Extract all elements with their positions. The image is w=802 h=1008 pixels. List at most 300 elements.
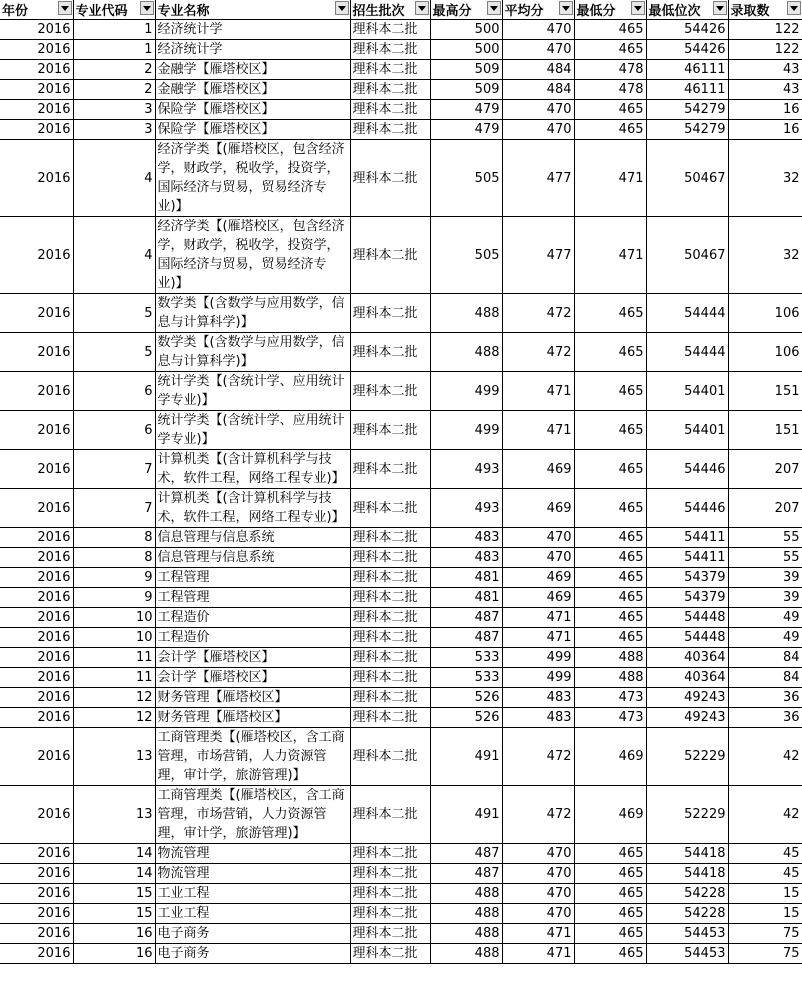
cell-major-name[interactable]: 工业工程 [155, 904, 350, 924]
cell-admitted-count[interactable]: 122 [728, 20, 802, 40]
cell-batch[interactable]: 理科本二批 [350, 60, 430, 80]
cell-min-score[interactable]: 478 [574, 60, 646, 80]
cell-admitted-count[interactable]: 49 [728, 628, 802, 648]
cell-batch[interactable]: 理科本二批 [350, 217, 430, 294]
cell-year[interactable]: 2016 [0, 140, 73, 217]
cell-year[interactable]: 2016 [0, 688, 73, 708]
cell-min-rank[interactable]: 54448 [646, 608, 728, 628]
cell-min-rank[interactable]: 54448 [646, 628, 728, 648]
filter-dropdown-icon[interactable] [559, 1, 573, 15]
cell-min-score[interactable]: 465 [574, 333, 646, 372]
cell-major-name[interactable]: 会计学【雁塔校区】 [155, 648, 350, 668]
cell-year[interactable]: 2016 [0, 333, 73, 372]
cell-admitted-count[interactable]: 16 [728, 100, 802, 120]
cell-code[interactable]: 1 [73, 40, 155, 60]
cell-year[interactable]: 2016 [0, 668, 73, 688]
cell-max-score[interactable]: 481 [430, 568, 502, 588]
cell-min-rank[interactable]: 52229 [646, 728, 728, 786]
cell-code[interactable]: 15 [73, 904, 155, 924]
cell-major-name[interactable]: 经济统计学 [155, 40, 350, 60]
cell-admitted-count[interactable]: 39 [728, 588, 802, 608]
column-header-year[interactable] [0, 0, 73, 20]
cell-code[interactable]: 9 [73, 568, 155, 588]
cell-avg-score[interactable]: 470 [502, 904, 574, 924]
cell-code[interactable]: 10 [73, 608, 155, 628]
cell-min-score[interactable]: 488 [574, 648, 646, 668]
column-header-batch[interactable] [350, 0, 430, 20]
cell-code[interactable]: 14 [73, 844, 155, 864]
cell-max-score[interactable]: 505 [430, 140, 502, 217]
cell-major-name[interactable]: 信息管理与信息系统 [155, 528, 350, 548]
cell-year[interactable]: 2016 [0, 904, 73, 924]
cell-min-score[interactable]: 465 [574, 372, 646, 411]
cell-batch[interactable]: 理科本二批 [350, 294, 430, 333]
cell-max-score[interactable]: 491 [430, 728, 502, 786]
cell-admitted-count[interactable]: 42 [728, 786, 802, 844]
cell-batch[interactable]: 理科本二批 [350, 40, 430, 60]
cell-min-score[interactable]: 469 [574, 728, 646, 786]
cell-max-score[interactable]: 488 [430, 944, 502, 964]
cell-year[interactable]: 2016 [0, 372, 73, 411]
cell-min-score[interactable]: 465 [574, 608, 646, 628]
cell-avg-score[interactable]: 471 [502, 372, 574, 411]
cell-code[interactable]: 5 [73, 333, 155, 372]
cell-min-score[interactable]: 465 [574, 944, 646, 964]
cell-admitted-count[interactable]: 45 [728, 844, 802, 864]
cell-code[interactable]: 4 [73, 217, 155, 294]
cell-min-score[interactable]: 465 [574, 120, 646, 140]
cell-code[interactable]: 1 [73, 20, 155, 40]
filter-dropdown-icon[interactable] [487, 1, 501, 15]
cell-admitted-count[interactable]: 75 [728, 944, 802, 964]
cell-batch[interactable]: 理科本二批 [350, 568, 430, 588]
cell-batch[interactable]: 理科本二批 [350, 924, 430, 944]
cell-avg-score[interactable]: 483 [502, 708, 574, 728]
cell-admitted-count[interactable]: 84 [728, 668, 802, 688]
cell-code[interactable]: 12 [73, 708, 155, 728]
cell-min-rank[interactable]: 54411 [646, 548, 728, 568]
cell-major-name[interactable]: 数学类【(含数学与应用数学，信息与计算科学)】 [155, 333, 350, 372]
cell-min-score[interactable]: 469 [574, 786, 646, 844]
cell-max-score[interactable]: 483 [430, 548, 502, 568]
cell-min-score[interactable]: 465 [574, 568, 646, 588]
cell-major-name[interactable]: 金融学【雁塔校区】 [155, 80, 350, 100]
cell-batch[interactable]: 理科本二批 [350, 588, 430, 608]
cell-max-score[interactable]: 479 [430, 100, 502, 120]
cell-major-name[interactable]: 物流管理 [155, 864, 350, 884]
cell-max-score[interactable]: 488 [430, 924, 502, 944]
cell-min-score[interactable]: 473 [574, 708, 646, 728]
cell-min-score[interactable]: 473 [574, 688, 646, 708]
cell-code[interactable]: 16 [73, 944, 155, 964]
cell-batch[interactable]: 理科本二批 [350, 489, 430, 528]
cell-max-score[interactable]: 487 [430, 628, 502, 648]
cell-code[interactable]: 3 [73, 100, 155, 120]
cell-max-score[interactable]: 526 [430, 688, 502, 708]
cell-code[interactable]: 6 [73, 411, 155, 450]
cell-major-name[interactable]: 工商管理类【(雁塔校区，含工商管理，市场营销，人力资源管理，审计学，旅游管理)】 [155, 728, 350, 786]
cell-code[interactable]: 7 [73, 489, 155, 528]
cell-year[interactable]: 2016 [0, 450, 73, 489]
cell-admitted-count[interactable]: 36 [728, 708, 802, 728]
cell-batch[interactable]: 理科本二批 [350, 80, 430, 100]
cell-min-rank[interactable]: 54453 [646, 924, 728, 944]
cell-admitted-count[interactable]: 106 [728, 333, 802, 372]
cell-avg-score[interactable]: 499 [502, 648, 574, 668]
cell-admitted-count[interactable]: 151 [728, 372, 802, 411]
cell-max-score[interactable]: 499 [430, 372, 502, 411]
cell-batch[interactable]: 理科本二批 [350, 884, 430, 904]
cell-avg-score[interactable]: 470 [502, 120, 574, 140]
cell-admitted-count[interactable]: 106 [728, 294, 802, 333]
cell-min-rank[interactable]: 49243 [646, 688, 728, 708]
cell-admitted-count[interactable]: 122 [728, 40, 802, 60]
cell-year[interactable]: 2016 [0, 608, 73, 628]
column-header-name[interactable] [155, 0, 350, 20]
cell-avg-score[interactable]: 477 [502, 140, 574, 217]
cell-avg-score[interactable]: 471 [502, 944, 574, 964]
cell-min-score[interactable]: 465 [574, 294, 646, 333]
cell-batch[interactable]: 理科本二批 [350, 904, 430, 924]
cell-min-score[interactable]: 465 [574, 40, 646, 60]
cell-major-name[interactable]: 工商管理类【(雁塔校区，含工商管理，市场营销，人力资源管理，审计学，旅游管理)】 [155, 786, 350, 844]
cell-min-rank[interactable]: 40364 [646, 668, 728, 688]
cell-admitted-count[interactable]: 75 [728, 924, 802, 944]
cell-max-score[interactable]: 488 [430, 904, 502, 924]
filter-dropdown-icon[interactable] [140, 1, 154, 15]
cell-max-score[interactable]: 500 [430, 20, 502, 40]
cell-max-score[interactable]: 533 [430, 668, 502, 688]
cell-min-score[interactable]: 465 [574, 548, 646, 568]
cell-major-name[interactable]: 计算机类【(含计算机科学与技术，软件工程，网络工程专业)】 [155, 450, 350, 489]
cell-batch[interactable]: 理科本二批 [350, 333, 430, 372]
cell-year[interactable]: 2016 [0, 294, 73, 333]
cell-min-score[interactable]: 465 [574, 924, 646, 944]
cell-admitted-count[interactable]: 15 [728, 904, 802, 924]
cell-code[interactable]: 11 [73, 648, 155, 668]
cell-year[interactable]: 2016 [0, 884, 73, 904]
cell-major-name[interactable]: 工程造价 [155, 628, 350, 648]
cell-year[interactable]: 2016 [0, 786, 73, 844]
cell-batch[interactable]: 理科本二批 [350, 688, 430, 708]
cell-min-rank[interactable]: 52229 [646, 786, 728, 844]
cell-year[interactable]: 2016 [0, 20, 73, 40]
cell-batch[interactable]: 理科本二批 [350, 708, 430, 728]
cell-major-name[interactable]: 保险学【雁塔校区】 [155, 100, 350, 120]
cell-batch[interactable]: 理科本二批 [350, 411, 430, 450]
column-header-min[interactable] [574, 0, 646, 20]
cell-year[interactable]: 2016 [0, 120, 73, 140]
cell-code[interactable]: 6 [73, 372, 155, 411]
column-header-code[interactable] [73, 0, 155, 20]
cell-year[interactable]: 2016 [0, 944, 73, 964]
cell-min-rank[interactable]: 50467 [646, 140, 728, 217]
cell-code[interactable]: 16 [73, 924, 155, 944]
cell-avg-score[interactable]: 469 [502, 489, 574, 528]
cell-max-score[interactable]: 493 [430, 450, 502, 489]
cell-min-rank[interactable]: 54228 [646, 904, 728, 924]
cell-major-name[interactable]: 金融学【雁塔校区】 [155, 60, 350, 80]
cell-min-rank[interactable]: 54411 [646, 528, 728, 548]
cell-avg-score[interactable]: 469 [502, 588, 574, 608]
cell-min-rank[interactable]: 54401 [646, 411, 728, 450]
cell-min-score[interactable]: 465 [574, 489, 646, 528]
cell-major-name[interactable]: 电子商务 [155, 944, 350, 964]
cell-year[interactable]: 2016 [0, 588, 73, 608]
cell-admitted-count[interactable]: 43 [728, 60, 802, 80]
cell-batch[interactable]: 理科本二批 [350, 450, 430, 489]
cell-min-score[interactable]: 465 [574, 450, 646, 489]
cell-max-score[interactable]: 493 [430, 489, 502, 528]
cell-avg-score[interactable]: 499 [502, 668, 574, 688]
cell-min-rank[interactable]: 54446 [646, 489, 728, 528]
cell-code[interactable]: 11 [73, 668, 155, 688]
filter-dropdown-icon[interactable] [787, 1, 801, 15]
cell-major-name[interactable]: 工业工程 [155, 884, 350, 904]
cell-year[interactable]: 2016 [0, 489, 73, 528]
cell-min-rank[interactable]: 54418 [646, 844, 728, 864]
cell-year[interactable]: 2016 [0, 924, 73, 944]
cell-major-name[interactable]: 财务管理【雁塔校区】 [155, 688, 350, 708]
cell-year[interactable]: 2016 [0, 80, 73, 100]
cell-min-rank[interactable]: 54444 [646, 333, 728, 372]
cell-code[interactable]: 10 [73, 628, 155, 648]
cell-admitted-count[interactable]: 49 [728, 608, 802, 628]
cell-major-name[interactable]: 会计学【雁塔校区】 [155, 668, 350, 688]
cell-min-rank[interactable]: 46111 [646, 80, 728, 100]
cell-min-score[interactable]: 465 [574, 100, 646, 120]
cell-min-rank[interactable]: 54279 [646, 100, 728, 120]
cell-code[interactable]: 14 [73, 864, 155, 884]
cell-major-name[interactable]: 统计学类【(含统计学、应用统计学专业)】 [155, 372, 350, 411]
cell-batch[interactable]: 理科本二批 [350, 628, 430, 648]
cell-major-name[interactable]: 工程造价 [155, 608, 350, 628]
cell-avg-score[interactable]: 471 [502, 608, 574, 628]
cell-max-score[interactable]: 500 [430, 40, 502, 60]
cell-min-rank[interactable]: 46111 [646, 60, 728, 80]
cell-batch[interactable]: 理科本二批 [350, 648, 430, 668]
cell-batch[interactable]: 理科本二批 [350, 728, 430, 786]
cell-min-rank[interactable]: 54426 [646, 40, 728, 60]
filter-dropdown-icon[interactable] [713, 1, 727, 15]
cell-major-name[interactable]: 经济统计学 [155, 20, 350, 40]
cell-batch[interactable]: 理科本二批 [350, 608, 430, 628]
cell-code[interactable]: 4 [73, 140, 155, 217]
cell-avg-score[interactable]: 483 [502, 688, 574, 708]
cell-major-name[interactable]: 计算机类【(含计算机科学与技术，软件工程，网络工程专业)】 [155, 489, 350, 528]
cell-min-score[interactable]: 465 [574, 528, 646, 548]
cell-admitted-count[interactable]: 45 [728, 864, 802, 884]
cell-code[interactable]: 12 [73, 688, 155, 708]
cell-avg-score[interactable]: 471 [502, 628, 574, 648]
cell-min-rank[interactable]: 54379 [646, 568, 728, 588]
cell-batch[interactable]: 理科本二批 [350, 140, 430, 217]
cell-admitted-count[interactable]: 84 [728, 648, 802, 668]
cell-year[interactable]: 2016 [0, 568, 73, 588]
cell-code[interactable]: 8 [73, 528, 155, 548]
cell-batch[interactable]: 理科本二批 [350, 786, 430, 844]
cell-max-score[interactable]: 488 [430, 294, 502, 333]
column-header-rank[interactable] [646, 0, 728, 20]
cell-max-score[interactable]: 487 [430, 844, 502, 864]
cell-year[interactable]: 2016 [0, 40, 73, 60]
cell-year[interactable]: 2016 [0, 60, 73, 80]
cell-admitted-count[interactable]: 36 [728, 688, 802, 708]
cell-major-name[interactable]: 经济学类【(雁塔校区，包含经济学，财政学，税收学，投资学，国际经济与贸易，贸易经济专业)】 [155, 217, 350, 294]
cell-batch[interactable]: 理科本二批 [350, 20, 430, 40]
cell-admitted-count[interactable]: 43 [728, 80, 802, 100]
cell-max-score[interactable]: 499 [430, 411, 502, 450]
cell-batch[interactable]: 理科本二批 [350, 372, 430, 411]
cell-min-rank[interactable]: 50467 [646, 217, 728, 294]
cell-code[interactable]: 9 [73, 588, 155, 608]
cell-max-score[interactable]: 488 [430, 884, 502, 904]
cell-min-score[interactable]: 465 [574, 411, 646, 450]
cell-batch[interactable]: 理科本二批 [350, 864, 430, 884]
cell-max-score[interactable]: 487 [430, 864, 502, 884]
cell-major-name[interactable]: 电子商务 [155, 924, 350, 944]
cell-max-score[interactable]: 526 [430, 708, 502, 728]
cell-avg-score[interactable]: 470 [502, 20, 574, 40]
cell-min-rank[interactable]: 54379 [646, 588, 728, 608]
cell-min-rank[interactable]: 54418 [646, 864, 728, 884]
cell-avg-score[interactable]: 471 [502, 924, 574, 944]
cell-admitted-count[interactable]: 15 [728, 884, 802, 904]
cell-max-score[interactable]: 505 [430, 217, 502, 294]
cell-major-name[interactable]: 保险学【雁塔校区】 [155, 120, 350, 140]
cell-code[interactable]: 3 [73, 120, 155, 140]
cell-year[interactable]: 2016 [0, 628, 73, 648]
cell-admitted-count[interactable]: 207 [728, 450, 802, 489]
cell-min-score[interactable]: 471 [574, 217, 646, 294]
cell-max-score[interactable]: 491 [430, 786, 502, 844]
cell-min-rank[interactable]: 54228 [646, 884, 728, 904]
cell-code[interactable]: 15 [73, 884, 155, 904]
cell-avg-score[interactable]: 484 [502, 80, 574, 100]
cell-min-score[interactable]: 471 [574, 140, 646, 217]
cell-min-rank[interactable]: 40364 [646, 648, 728, 668]
cell-min-rank[interactable]: 54279 [646, 120, 728, 140]
cell-admitted-count[interactable]: 39 [728, 568, 802, 588]
cell-admitted-count[interactable]: 16 [728, 120, 802, 140]
cell-batch[interactable]: 理科本二批 [350, 120, 430, 140]
cell-avg-score[interactable]: 477 [502, 217, 574, 294]
cell-avg-score[interactable]: 470 [502, 100, 574, 120]
cell-avg-score[interactable]: 470 [502, 548, 574, 568]
filter-dropdown-icon[interactable] [415, 1, 429, 15]
cell-admitted-count[interactable]: 32 [728, 140, 802, 217]
cell-max-score[interactable]: 487 [430, 608, 502, 628]
cell-year[interactable]: 2016 [0, 708, 73, 728]
cell-avg-score[interactable]: 471 [502, 411, 574, 450]
cell-admitted-count[interactable]: 55 [728, 548, 802, 568]
column-header-avg[interactable] [502, 0, 574, 20]
cell-batch[interactable]: 理科本二批 [350, 844, 430, 864]
cell-year[interactable]: 2016 [0, 548, 73, 568]
cell-code[interactable]: 2 [73, 80, 155, 100]
cell-code[interactable]: 13 [73, 728, 155, 786]
cell-min-rank[interactable]: 49243 [646, 708, 728, 728]
cell-admitted-count[interactable]: 55 [728, 528, 802, 548]
cell-min-score[interactable]: 465 [574, 864, 646, 884]
cell-avg-score[interactable]: 469 [502, 450, 574, 489]
cell-min-score[interactable]: 465 [574, 20, 646, 40]
cell-max-score[interactable]: 509 [430, 80, 502, 100]
cell-avg-score[interactable]: 472 [502, 333, 574, 372]
cell-major-name[interactable]: 统计学类【(含统计学、应用统计学专业)】 [155, 411, 350, 450]
cell-min-score[interactable]: 465 [574, 884, 646, 904]
cell-year[interactable]: 2016 [0, 864, 73, 884]
cell-major-name[interactable]: 经济学类【(雁塔校区，包含经济学，财政学，税收学，投资学，国际经济与贸易，贸易经济专业)】 [155, 140, 350, 217]
column-header-count[interactable] [728, 0, 802, 20]
cell-avg-score[interactable]: 469 [502, 568, 574, 588]
cell-year[interactable]: 2016 [0, 411, 73, 450]
cell-min-rank[interactable]: 54444 [646, 294, 728, 333]
cell-batch[interactable]: 理科本二批 [350, 668, 430, 688]
cell-min-score[interactable]: 465 [574, 844, 646, 864]
cell-year[interactable]: 2016 [0, 728, 73, 786]
cell-min-score[interactable]: 488 [574, 668, 646, 688]
cell-min-score[interactable]: 465 [574, 904, 646, 924]
cell-year[interactable]: 2016 [0, 528, 73, 548]
cell-min-score[interactable]: 465 [574, 588, 646, 608]
cell-avg-score[interactable]: 470 [502, 40, 574, 60]
cell-avg-score[interactable]: 472 [502, 786, 574, 844]
cell-batch[interactable]: 理科本二批 [350, 100, 430, 120]
cell-major-name[interactable]: 工程管理 [155, 588, 350, 608]
cell-year[interactable]: 2016 [0, 844, 73, 864]
cell-year[interactable]: 2016 [0, 648, 73, 668]
cell-max-score[interactable]: 479 [430, 120, 502, 140]
cell-max-score[interactable]: 483 [430, 528, 502, 548]
cell-major-name[interactable]: 物流管理 [155, 844, 350, 864]
cell-max-score[interactable]: 488 [430, 333, 502, 372]
cell-avg-score[interactable]: 470 [502, 884, 574, 904]
cell-admitted-count[interactable]: 32 [728, 217, 802, 294]
cell-min-rank[interactable]: 54426 [646, 20, 728, 40]
cell-major-name[interactable]: 数学类【(含数学与应用数学，信息与计算科学)】 [155, 294, 350, 333]
cell-batch[interactable]: 理科本二批 [350, 944, 430, 964]
column-header-max[interactable] [430, 0, 502, 20]
cell-code[interactable]: 8 [73, 548, 155, 568]
cell-code[interactable]: 2 [73, 60, 155, 80]
filter-dropdown-icon[interactable] [58, 1, 72, 15]
cell-year[interactable]: 2016 [0, 217, 73, 294]
cell-max-score[interactable]: 509 [430, 60, 502, 80]
cell-admitted-count[interactable]: 151 [728, 411, 802, 450]
cell-min-rank[interactable]: 54401 [646, 372, 728, 411]
filter-dropdown-icon[interactable] [335, 1, 349, 15]
cell-batch[interactable]: 理科本二批 [350, 548, 430, 568]
cell-avg-score[interactable]: 470 [502, 864, 574, 884]
cell-code[interactable]: 13 [73, 786, 155, 844]
cell-min-rank[interactable]: 54453 [646, 944, 728, 964]
cell-avg-score[interactable]: 470 [502, 844, 574, 864]
cell-avg-score[interactable]: 484 [502, 60, 574, 80]
cell-admitted-count[interactable]: 207 [728, 489, 802, 528]
cell-max-score[interactable]: 533 [430, 648, 502, 668]
cell-avg-score[interactable]: 470 [502, 528, 574, 548]
cell-avg-score[interactable]: 472 [502, 294, 574, 333]
cell-year[interactable]: 2016 [0, 100, 73, 120]
cell-admitted-count[interactable]: 42 [728, 728, 802, 786]
cell-avg-score[interactable]: 472 [502, 728, 574, 786]
cell-major-name[interactable]: 信息管理与信息系统 [155, 548, 350, 568]
cell-max-score[interactable]: 481 [430, 588, 502, 608]
cell-code[interactable]: 5 [73, 294, 155, 333]
cell-min-score[interactable]: 465 [574, 628, 646, 648]
cell-major-name[interactable]: 财务管理【雁塔校区】 [155, 708, 350, 728]
